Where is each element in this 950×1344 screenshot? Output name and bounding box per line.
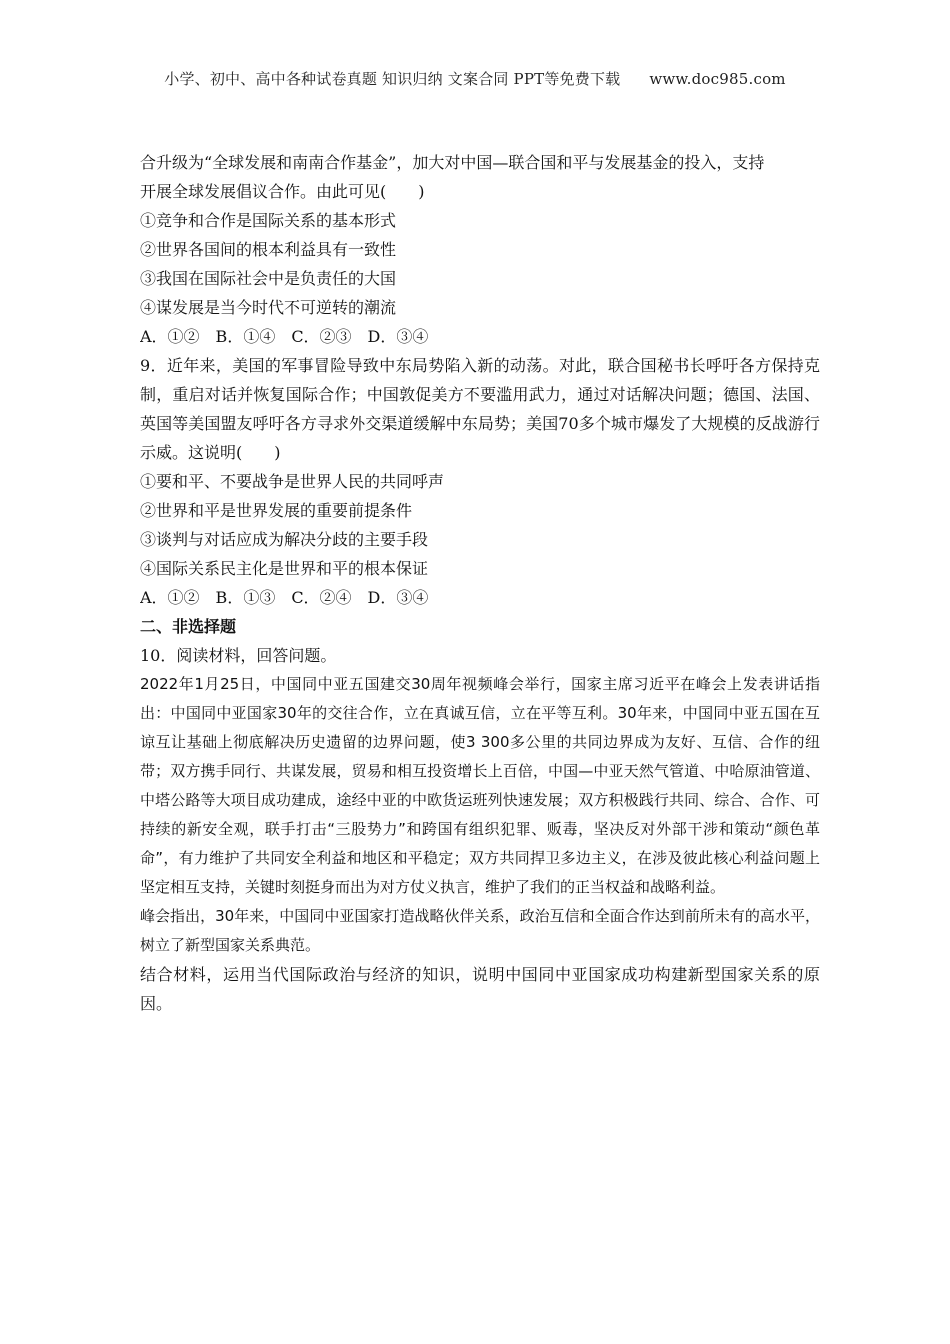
q10-material-paragraph-1: 2022年1月25日，中国同中亚五国建交30周年视频峰会举行，国家主席习近平在峰会上发表讲话指出：中国同中亚国家30年的交往合作，立在真诚互信，立在平等互利。30年来，中国同中亚五国在互谅互让基础上彻底解决历史遗留的边界问题，使3 300多公里的共同边界成为友好、互信、合作的纽带；双方携手同行、共谋发展，贸易和相互投资增长上百倍，中国—中亚天然气管道、中哈原油管道、中塔公路等大项目成功建成，途经中亚的中欧货运班列快速发展；双方积极践行共同、综合、合作、可持续的新安全观，联手打击“三股势力”和跨国有组织犯罪、贩毒，坚决反对外部干涉和策动“颜色革命”，有力维护了共同安全利益和地区和平稳定；双方共同捍卫多边主义，在涉及彼此核心利益问题上坚定相互支持，关键时刻挺身而出为对方仗义执言，维护了我们的正当权益和战略利益。 [140,675,820,896]
q8-continuation-line-2: 开展全球发展倡议合作。由此可见( ) [140,182,425,201]
q9-stem: 9．近年来，美国的军事冒险导致中东局势陷入新的动荡。对此，联合国秘书长呼吁各方保持克制，重启对话并恢复国际合作；中国敦促美方不要滥用武力，通过对话解决问题；德国、法国、英国等美国盟友呼吁各方寻求外交渠道缓解中东局势；美国70多个城市爆发了大规模的反战游行示威。这说明( ) [140,356,820,462]
q9-option-3: ③谈判与对话应成为解决分歧的主要手段 [140,530,429,549]
q9-option-4: ④国际关系民主化是世界和平的根本保证 [140,559,429,578]
q8-answer-choices: A．①② B．①④ C．②③ D．③④ [140,327,429,346]
q10-task: 结合材料，运用当代国际政治与经济的知识，说明中国同中亚国家成功构建新型国家关系的原因。 [140,965,820,1013]
q8-continuation-line-1: 合升级为“全球发展和南南合作基金”，加大对中国—联合国和平与发展基金的投入，支持 [140,153,765,172]
page-header [0,68,950,89]
section-title: 二、非选择题 [140,617,237,636]
header-text: 小学、初中、高中各种试卷真题 知识归纳 文案合同 PPT等免费下载 [164,70,621,88]
q8-option-4: ④谋发展是当今时代不可逆转的潮流 [140,298,397,317]
header-site-link[interactable]: www.doc985.com [649,70,786,88]
q8-option-3: ③我国在国际社会中是负责任的大国 [140,269,397,288]
q10-intro: 10．阅读材料，回答问题。 [140,646,337,665]
document-body [140,148,820,1018]
q8-option-1: ①竞争和合作是国际关系的基本形式 [140,211,397,230]
q9-option-1: ①要和平、不要战争是世界人民的共同呼声 [140,472,445,491]
q9-answer-choices: A．①② B．①③ C．②④ D．③④ [140,588,429,607]
q9-option-2: ②世界和平是世界发展的重要前提条件 [140,501,413,520]
q10-material-paragraph-2: 峰会指出，30年来，中国同中亚国家打造战略伙伴关系，政治互信和全面合作达到前所未有的高水平，树立了新型国家关系典范。 [140,907,820,954]
q8-option-2: ②世界各国间的根本利益具有一致性 [140,240,397,259]
